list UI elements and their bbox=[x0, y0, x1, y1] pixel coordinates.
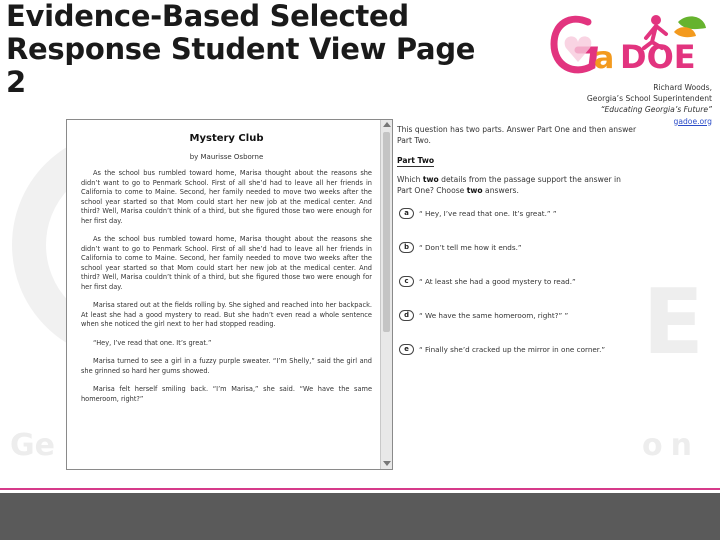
passage-window bbox=[66, 119, 393, 470]
superintendent-motto: “Educating Georgia’s Future” bbox=[600, 105, 712, 115]
option-bubble[interactable]: a bbox=[399, 208, 414, 219]
slide-title: Evidence-Based Selected Response Student View Page 2 bbox=[6, 0, 476, 99]
gadoe-logo bbox=[548, 8, 714, 88]
scroll-thumb[interactable] bbox=[383, 132, 390, 332]
logo-a: a bbox=[594, 41, 615, 76]
question-panel bbox=[397, 125, 637, 470]
watermark-letter: E bbox=[642, 270, 708, 375]
answer-option-d[interactable] bbox=[397, 308, 637, 328]
option-text: “ Hey, I’ve read that one. It’s great.” ” bbox=[419, 209, 557, 218]
passage-paragraph: As the school bus rumbled toward home, Marisa thought about the reasons she didn’t want to go to Penmark School. First of all she’d had to leave all her friends in California to come to Maine. Second, her family needed to move two weeks after the school year started so that Mom could start her new job at the medical center. And third? Well, Marisa couldn’t think of a third, but she figured those two were enough for her first day. bbox=[81, 235, 372, 291]
superintendent-name: Richard Woods, bbox=[653, 83, 712, 92]
option-bubble[interactable]: e bbox=[399, 344, 414, 355]
question-intro: This question has two parts. Answer Part One and then answer Part Two. bbox=[397, 125, 637, 145]
prompt-text: answers. bbox=[482, 185, 519, 195]
passage-paragraph: Marisa turned to see a girl in a fuzzy purple sweater. “I’m Shelly,” said the girl and she grinned so hard her gums showed. bbox=[81, 357, 372, 375]
passage-paragraph: As the school bus rumbled toward home, Marisa thought about the reasons she didn’t want to go to Penmark School. First of all she’d had to leave all her friends in California to come to Maine. Second, her family needed to move two weeks after the school year started so that Mom could start her new job at the medical center. And third? Well, Marisa couldn’t think of a third, but she figured those two were enough for her first day. bbox=[81, 169, 372, 225]
prompt-text: Which bbox=[397, 175, 423, 184]
option-text: “ Finally she’d cracked up the mirror in one corner.” bbox=[419, 345, 606, 354]
scroll-up-arrow-icon[interactable] bbox=[383, 122, 391, 127]
watermark-right-text: on bbox=[642, 428, 700, 463]
passage-scrollbar[interactable] bbox=[380, 120, 392, 469]
answer-option-e[interactable] bbox=[397, 342, 637, 362]
answer-option-c[interactable] bbox=[397, 274, 637, 294]
answer-option-b[interactable] bbox=[397, 240, 637, 260]
footer-bar bbox=[0, 493, 720, 540]
prompt-text: details from the passage support the answer in Part One? Choose bbox=[397, 175, 621, 195]
prompt-emphasis: two bbox=[422, 175, 439, 184]
logo-heart bbox=[565, 36, 592, 62]
option-text: “ We have the same homeroom, right?” ” bbox=[419, 311, 569, 320]
answer-option-a[interactable] bbox=[397, 206, 637, 226]
passage-pane bbox=[67, 120, 380, 469]
logo-doe: DOE bbox=[620, 38, 696, 76]
option-text: “ Don’t tell me how it ends.” bbox=[419, 243, 522, 252]
logo-leaf bbox=[678, 16, 706, 29]
scroll-down-arrow-icon[interactable] bbox=[383, 461, 391, 466]
superintendent-role: Georgia’s School Superintendent bbox=[586, 94, 712, 104]
passage-paragraph: Marisa stared out at the fields rolling by. She sighed and reached into her backpack. At least she had a good mystery to read. But she hadn’t even read a whole sentence when she noticed the girl next to her had stopped reading. bbox=[81, 301, 372, 328]
footer-accent-line bbox=[0, 488, 720, 490]
part-two-prompt bbox=[397, 175, 637, 196]
watermark-left-text: Ge bbox=[10, 428, 55, 463]
passage-paragraph: “Hey, I’ve read that one. It’s great.” bbox=[93, 338, 212, 347]
gadoe-link[interactable]: gadoe.org bbox=[673, 116, 712, 126]
option-bubble[interactable]: d bbox=[399, 310, 414, 321]
prompt-emphasis: two bbox=[466, 185, 483, 195]
option-text: “ At least she had a good mystery to read.” bbox=[419, 277, 576, 286]
passage-title: Mystery Club bbox=[189, 133, 264, 144]
superintendent-block bbox=[492, 82, 712, 127]
option-bubble[interactable]: b bbox=[399, 242, 414, 253]
passage-author: by Maurisse Osborne bbox=[189, 153, 264, 161]
part-two-heading: Part Two bbox=[397, 156, 435, 165]
passage-paragraph: Marisa felt herself smiling back. “I’m Marisa,” she said. “We have the same homeroom, right?” bbox=[81, 385, 372, 403]
option-bubble[interactable]: c bbox=[399, 276, 414, 287]
